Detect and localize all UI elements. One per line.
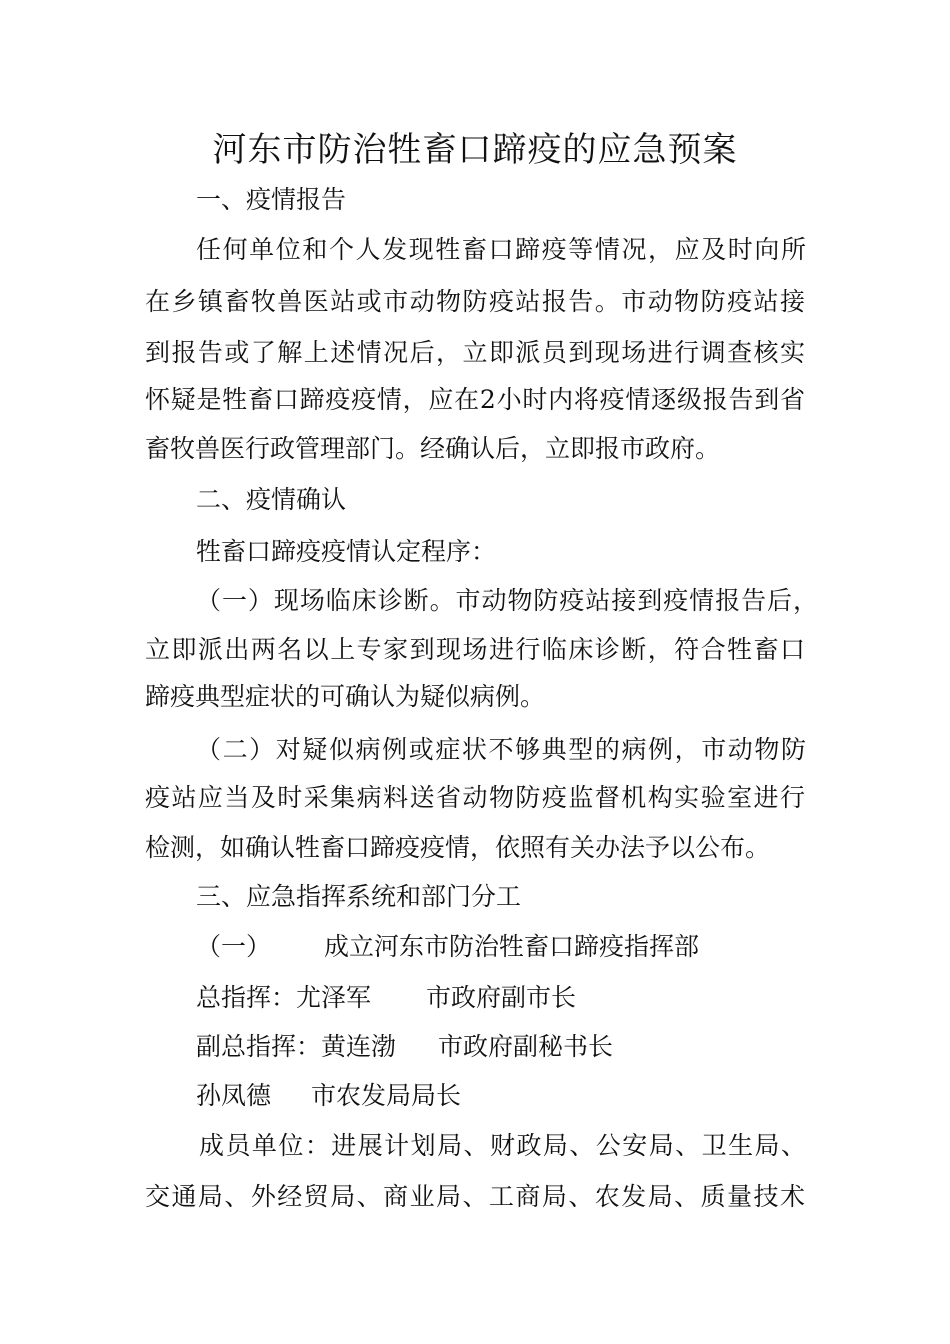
deputy-commander-name-2: 孙凤德 — [196, 1081, 272, 1110]
section-heading-3: 三、应急指挥系统和部门分工 — [196, 882, 522, 911]
paragraph-line: （二）对疑似病例或症状不够典型的病例，市动物防 — [196, 735, 806, 764]
paragraph-line: 检测，如确认牲畜口蹄疫疫情，依照有关办法予以公布。 — [145, 833, 771, 862]
paragraph-line: 立即派出两名以上专家到现场进行临床诊断，符合牲畜口 — [145, 635, 805, 664]
paragraph-line: 任何单位和个人发现牲畜口蹄疫等情况，应及时向所 — [196, 235, 806, 264]
member-units-line: 成员单位：进展计划局、财政局、公安局、卫生局、 — [199, 1131, 806, 1160]
section-heading-1: 一、疫情报告 — [196, 185, 347, 214]
member-units-line: 交通局、外经贸局、商业局、工商局、农发局、质量技术 — [145, 1182, 805, 1211]
paragraph-line: （一）现场临床诊断。市动物防疫站接到疫情报告后， — [196, 586, 818, 615]
deputy-commander-position-2: 市农发局局长 — [311, 1081, 462, 1110]
commander-name: 总指挥：尤泽军 — [196, 983, 372, 1012]
commander-position: 市政府副市长 — [426, 983, 577, 1012]
document-title: 河东市防治牲畜口蹄疫的应急预案 — [212, 130, 738, 170]
paragraph-line: 牲畜口蹄疫疫情认定程序： — [196, 537, 497, 566]
paragraph-line: 疫站应当及时采集病料送省动物防疫监督机构实验室进行 — [145, 783, 805, 812]
paragraph-line: 到报告或了解上述情况后，立即派员到现场进行调查核实 — [145, 338, 805, 367]
deputy-commander-name: 副总指挥：黄连渤 — [196, 1032, 397, 1061]
paragraph-line: 蹄疫典型症状的可确认为疑似病例。 — [145, 682, 546, 711]
paragraph-line: 怀疑是牲畜口蹄疫疫情，应在2小时内将疫情逐级报告到省 — [145, 385, 805, 414]
subsection-number: （一） — [196, 932, 272, 961]
paragraph-line: 畜牧兽医行政管理部门。经确认后，立即报市政府。 — [145, 434, 721, 463]
paragraph-line: 在乡镇畜牧兽医站或市动物防疫站报告。市动物防疫站接 — [145, 287, 805, 316]
subsection-title: 成立河东市防治牲畜口蹄疫指挥部 — [324, 932, 700, 961]
deputy-commander-position: 市政府副秘书长 — [438, 1032, 614, 1061]
section-heading-2: 二、疫情确认 — [196, 485, 347, 514]
